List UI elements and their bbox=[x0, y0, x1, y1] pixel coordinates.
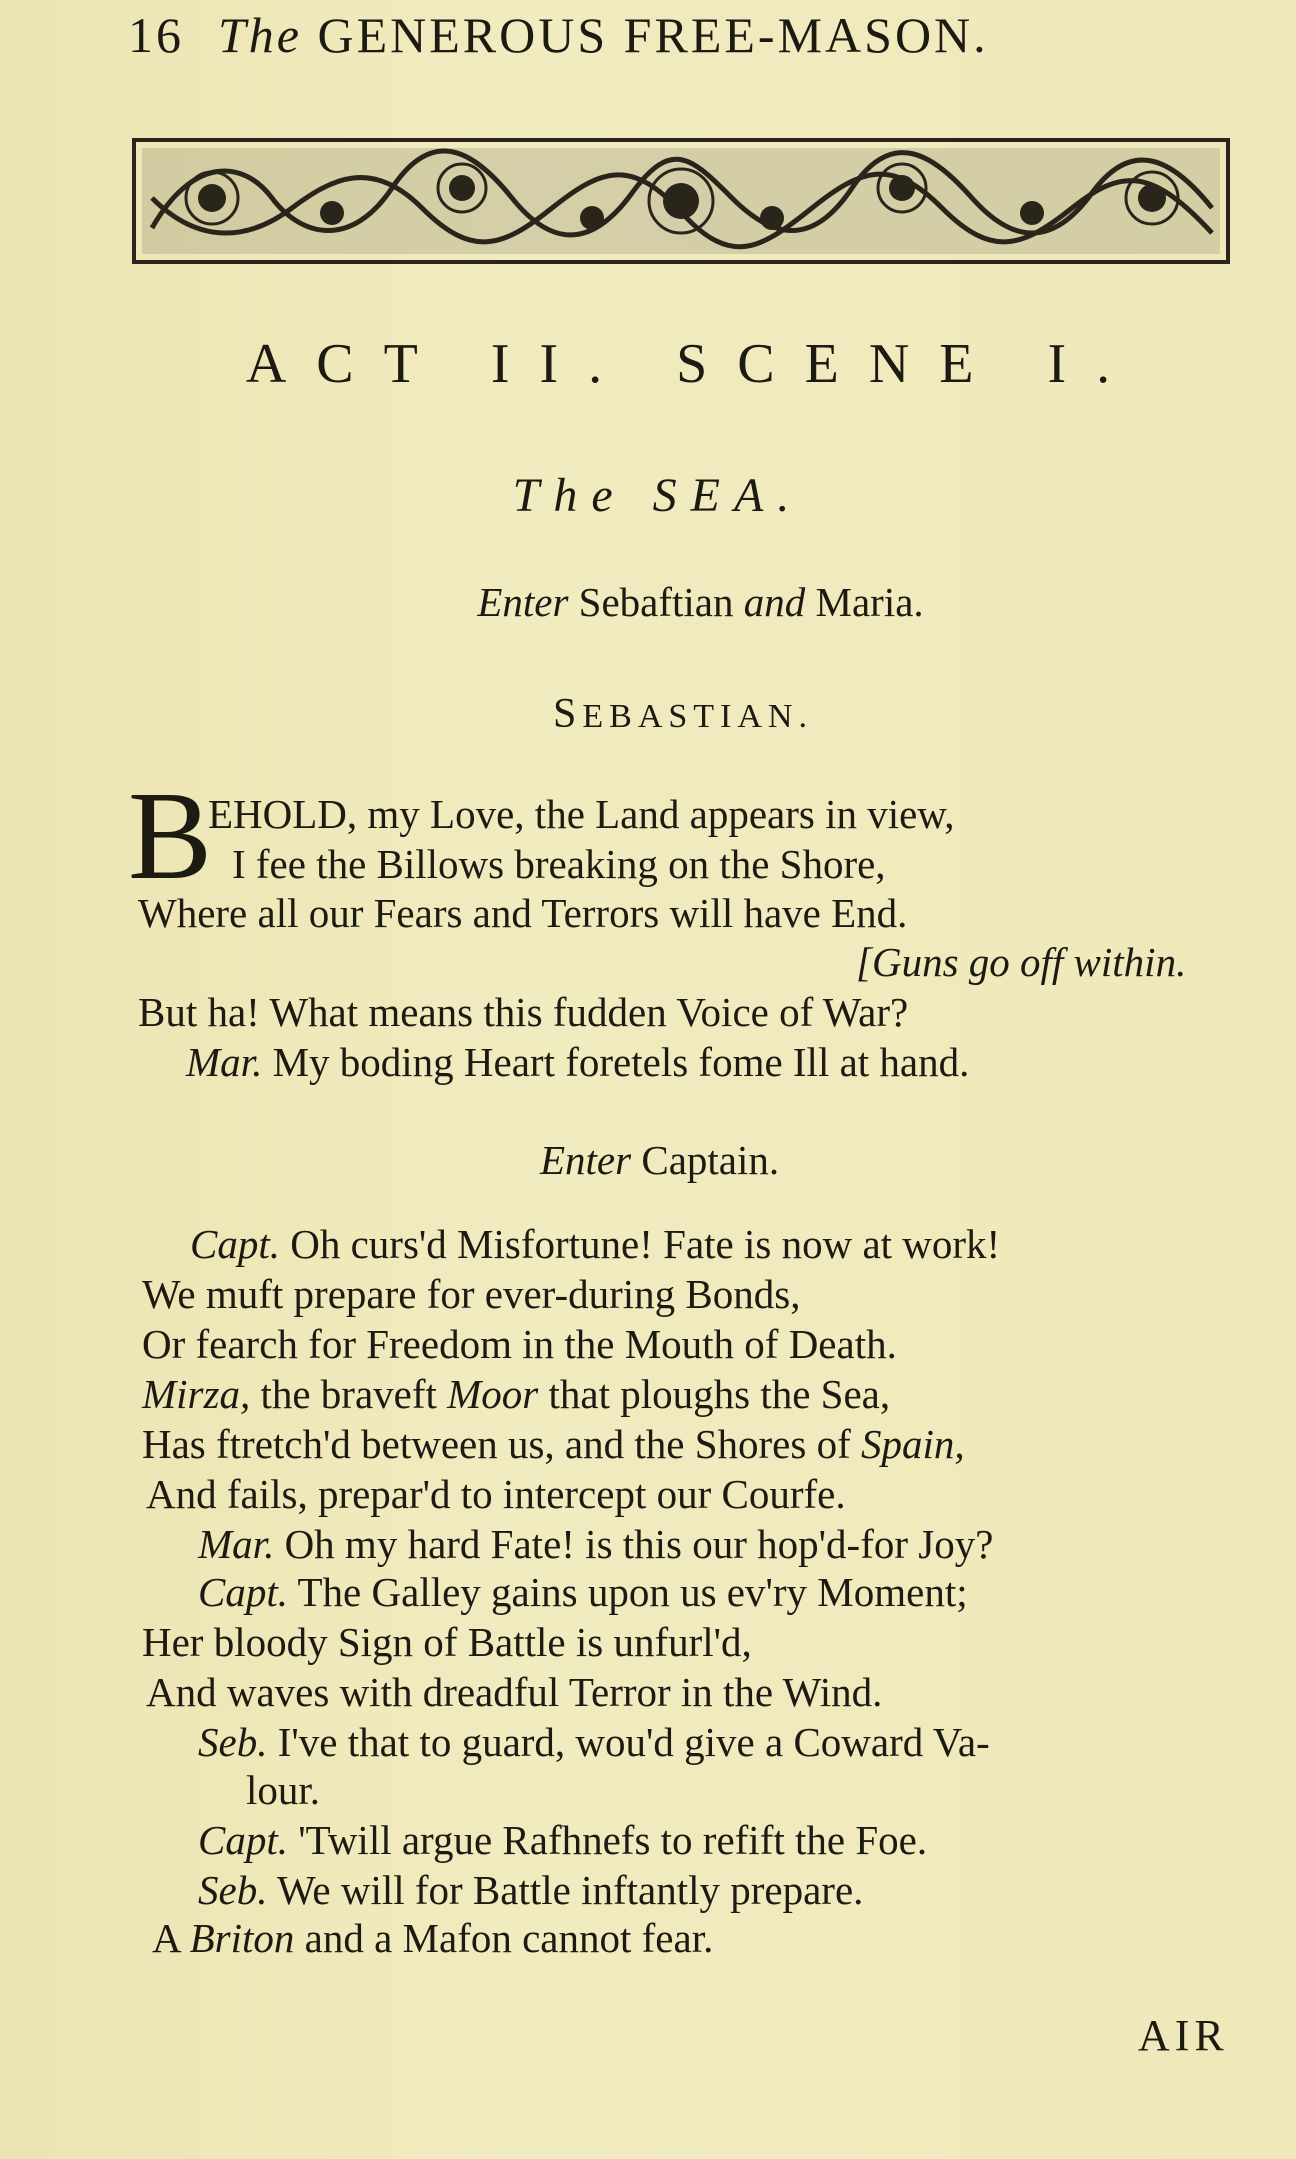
drop-cap: B bbox=[128, 767, 213, 906]
verse-line: Mirza, the braveft Moor that ploughs the Sea, bbox=[142, 1371, 891, 1417]
running-header bbox=[128, 6, 1128, 66]
speech-captain: Capt. 'Twill argue Rafhnefs to refift the Foe. bbox=[198, 1817, 928, 1863]
speech-captain: Capt. Oh curs'd Misfortune! Fate is now at work! bbox=[190, 1221, 1001, 1267]
header-title: GENEROUS FREE-MASON. bbox=[317, 7, 989, 63]
verse-line: And fails, prepar'd to intercept our Courfe. bbox=[146, 1471, 846, 1517]
verse-line: lour. bbox=[246, 1767, 321, 1813]
page-number: 16 bbox=[128, 7, 184, 63]
verse-line: EHOLD, my Love, the Land appears in view, bbox=[208, 791, 955, 837]
speaker-heading: SEBASTIAN. bbox=[553, 691, 813, 737]
stage-direction-guns: [Guns go off within. bbox=[856, 939, 1187, 985]
verse-line: Where all our Fears and Terrors will have End. bbox=[138, 890, 908, 936]
speech-maria: Mar. Oh my hard Fate! is this our hop'd-for Joy? bbox=[198, 1521, 994, 1567]
header-the: The bbox=[218, 7, 302, 63]
verse-line: A Briton and a Mafon cannot fear. bbox=[152, 1915, 714, 1961]
verse-line: Has ftretch'd between us, and the Shores of Spain, bbox=[142, 1421, 965, 1467]
stage-direction-enter-captain: Enter Captain. bbox=[540, 1137, 780, 1183]
catchword: AIR bbox=[1138, 2011, 1229, 2060]
verse-line: Or fearch for Freedom in the Mouth of Death. bbox=[142, 1321, 897, 1367]
act-heading: ACT II. SCENE I. bbox=[245, 333, 1141, 395]
verse-line: I fee the Billows breaking on the Shore, bbox=[232, 841, 886, 887]
speech-maria: Mar. My boding Heart foretels fome Ill at hand. bbox=[186, 1039, 970, 1085]
verse-line: We muft prepare for ever-during Bonds, bbox=[142, 1271, 801, 1317]
speech-captain: Capt. The Galley gains upon us ev'ry Moment; bbox=[198, 1569, 968, 1615]
stage-direction-enter-sebastian-maria: Enter Sebaftian and Maria. bbox=[477, 579, 924, 625]
verse-line: But ha! What means this fudden Voice of War? bbox=[138, 989, 909, 1035]
speech-sebastian: Seb. We will for Battle inftantly prepare. bbox=[198, 1867, 864, 1913]
decorative-headpiece bbox=[132, 138, 1230, 264]
verse-line: Her bloody Sign of Battle is unfurl'd, bbox=[142, 1619, 752, 1665]
verse-line: And waves with dreadful Terror in the Wind. bbox=[146, 1669, 883, 1715]
speech-sebastian: Seb. I've that to guard, wou'd give a Coward Va- bbox=[198, 1719, 990, 1765]
scene-location: The SEA. bbox=[512, 469, 804, 522]
